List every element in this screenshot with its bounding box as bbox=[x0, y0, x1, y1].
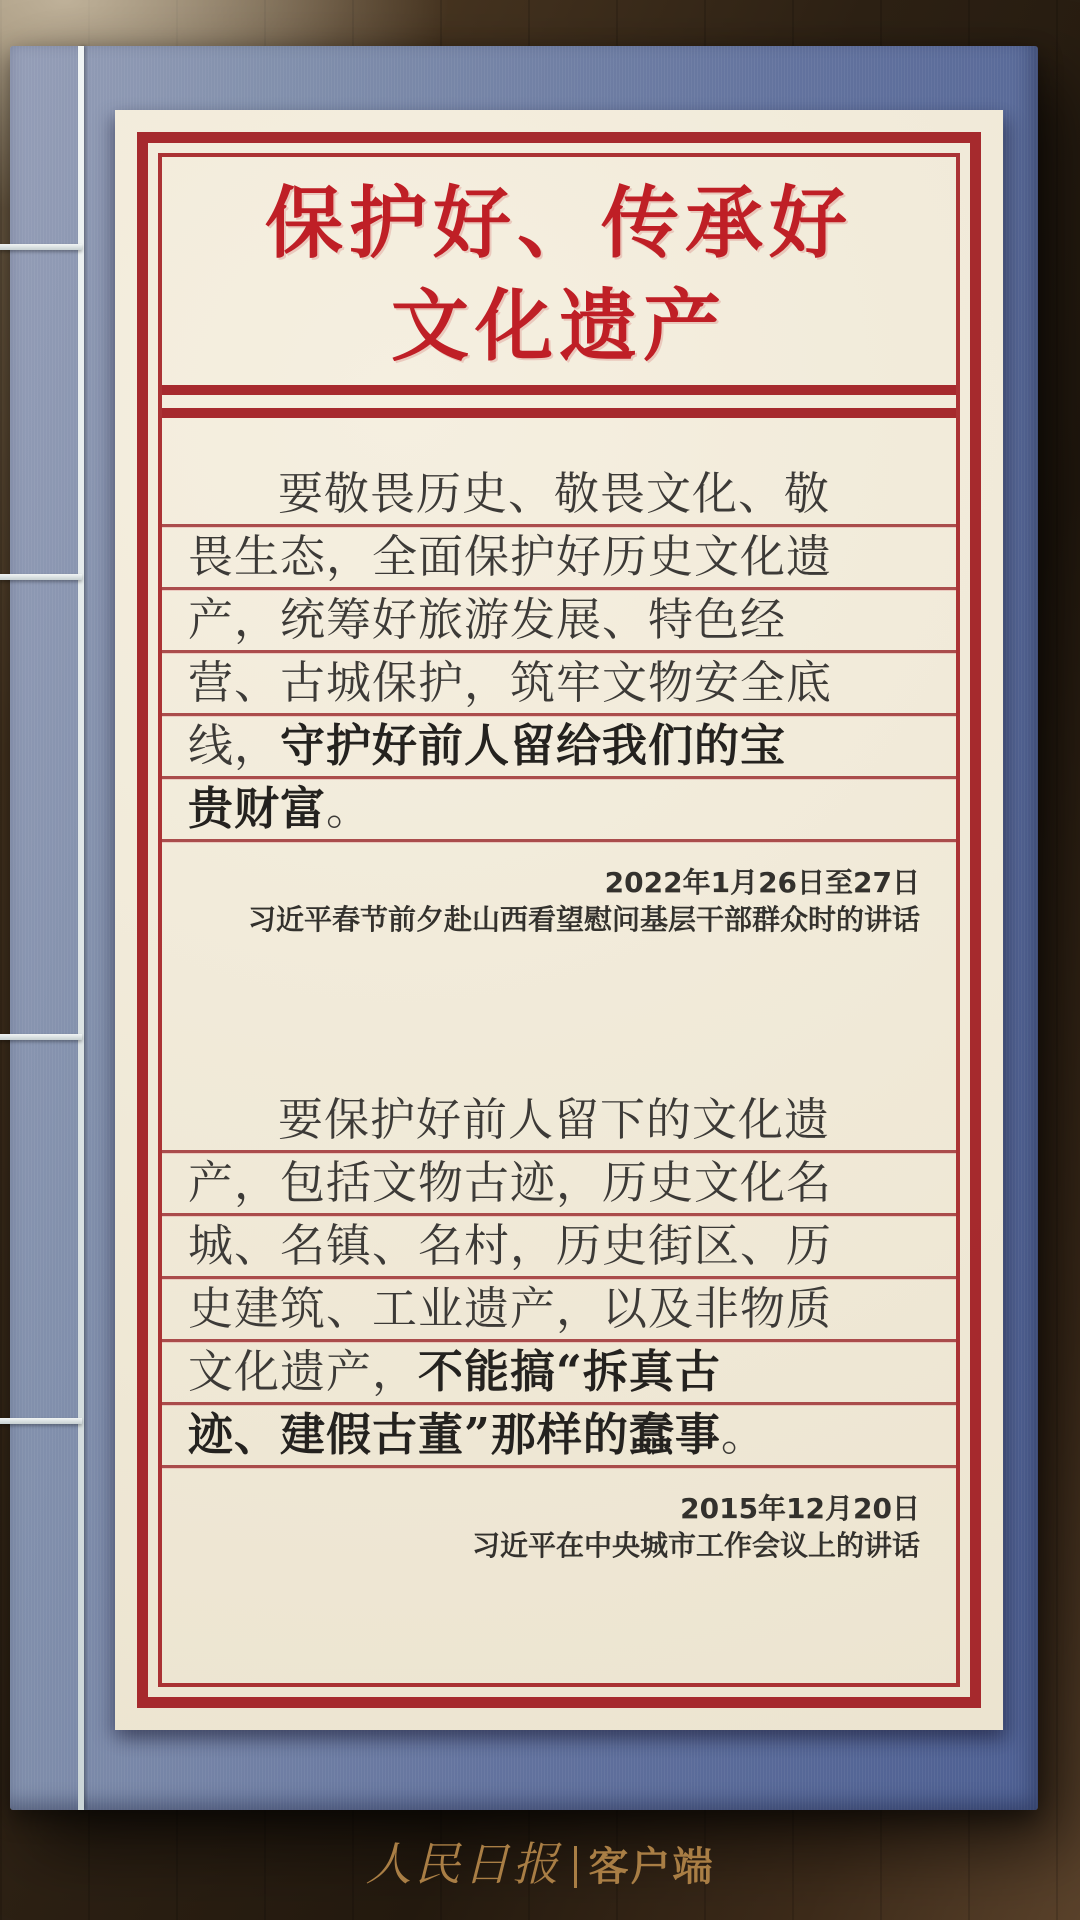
quote-text-line: 畏生态，全面保护好历史文化遗 bbox=[162, 527, 956, 590]
quote-block-2 bbox=[162, 1090, 956, 1564]
red-inner-frame bbox=[158, 153, 960, 1687]
quote-1-attribution bbox=[162, 864, 956, 938]
title-divider bbox=[162, 385, 956, 418]
binding-thread-horizontal bbox=[0, 1418, 82, 1424]
quote-2-source: 习近平在中央城市工作会议上的讲话 bbox=[471, 1528, 920, 1562]
book-cover bbox=[10, 46, 1038, 1810]
binding-thread-horizontal bbox=[0, 244, 82, 250]
binding-thread-vertical bbox=[78, 46, 84, 1810]
peoples-daily-wordmark: 人民日报 bbox=[365, 1837, 562, 1891]
quote-text-line: 营、古城保护，筑牢文物安全底 bbox=[162, 653, 956, 716]
quote-text-line: 要保护好前人留下的文化遗 bbox=[162, 1090, 956, 1153]
binding-thread-horizontal bbox=[0, 574, 82, 580]
quote-text-line: 文化遗产，不能搞“拆真古 bbox=[162, 1342, 956, 1405]
quote-text-line: 史建筑、工业遗产，以及非物质 bbox=[162, 1279, 956, 1342]
page-title bbox=[162, 173, 956, 379]
logo-divider bbox=[574, 1846, 577, 1888]
quote-text-line: 贵财富。 bbox=[162, 779, 956, 842]
quote-1-date: 2022年1月26日至27日 bbox=[604, 865, 920, 899]
quote-text-line: 迹、建假古董”那样的蠢事。 bbox=[162, 1405, 956, 1468]
red-outer-frame bbox=[137, 132, 981, 1708]
page-title-line-2: 文化遗产 bbox=[390, 280, 727, 372]
client-label: 客户端 bbox=[588, 1844, 715, 1890]
quote-2-text bbox=[162, 1090, 956, 1468]
page-title-line-1: 保护好、传承好 bbox=[264, 178, 853, 269]
quote-1-source: 习近平春节前夕赴山西看望慰问基层干部群众时的讲话 bbox=[247, 902, 920, 936]
book-page bbox=[115, 110, 1003, 1730]
peoples-daily-logo bbox=[0, 1828, 1080, 1894]
quote-text-line: 要敬畏历史、敬畏文化、敬 bbox=[162, 464, 956, 527]
quote-text-line: 线，守护好前人留给我们的宝 bbox=[162, 716, 956, 779]
quote-text-line: 产，包括文物古迹，历史文化名 bbox=[162, 1153, 956, 1216]
quote-2-attribution bbox=[162, 1490, 956, 1564]
quote-text-line: 产，统筹好旅游发展、特色经 bbox=[162, 590, 956, 653]
quote-text-line: 城、名镇、名村，历史街区、历 bbox=[162, 1216, 956, 1279]
quote-1-text bbox=[162, 464, 956, 842]
quote-2-date: 2015年12月20日 bbox=[680, 1491, 920, 1525]
binding-thread-horizontal bbox=[0, 1034, 82, 1040]
quote-block-1 bbox=[162, 464, 956, 938]
